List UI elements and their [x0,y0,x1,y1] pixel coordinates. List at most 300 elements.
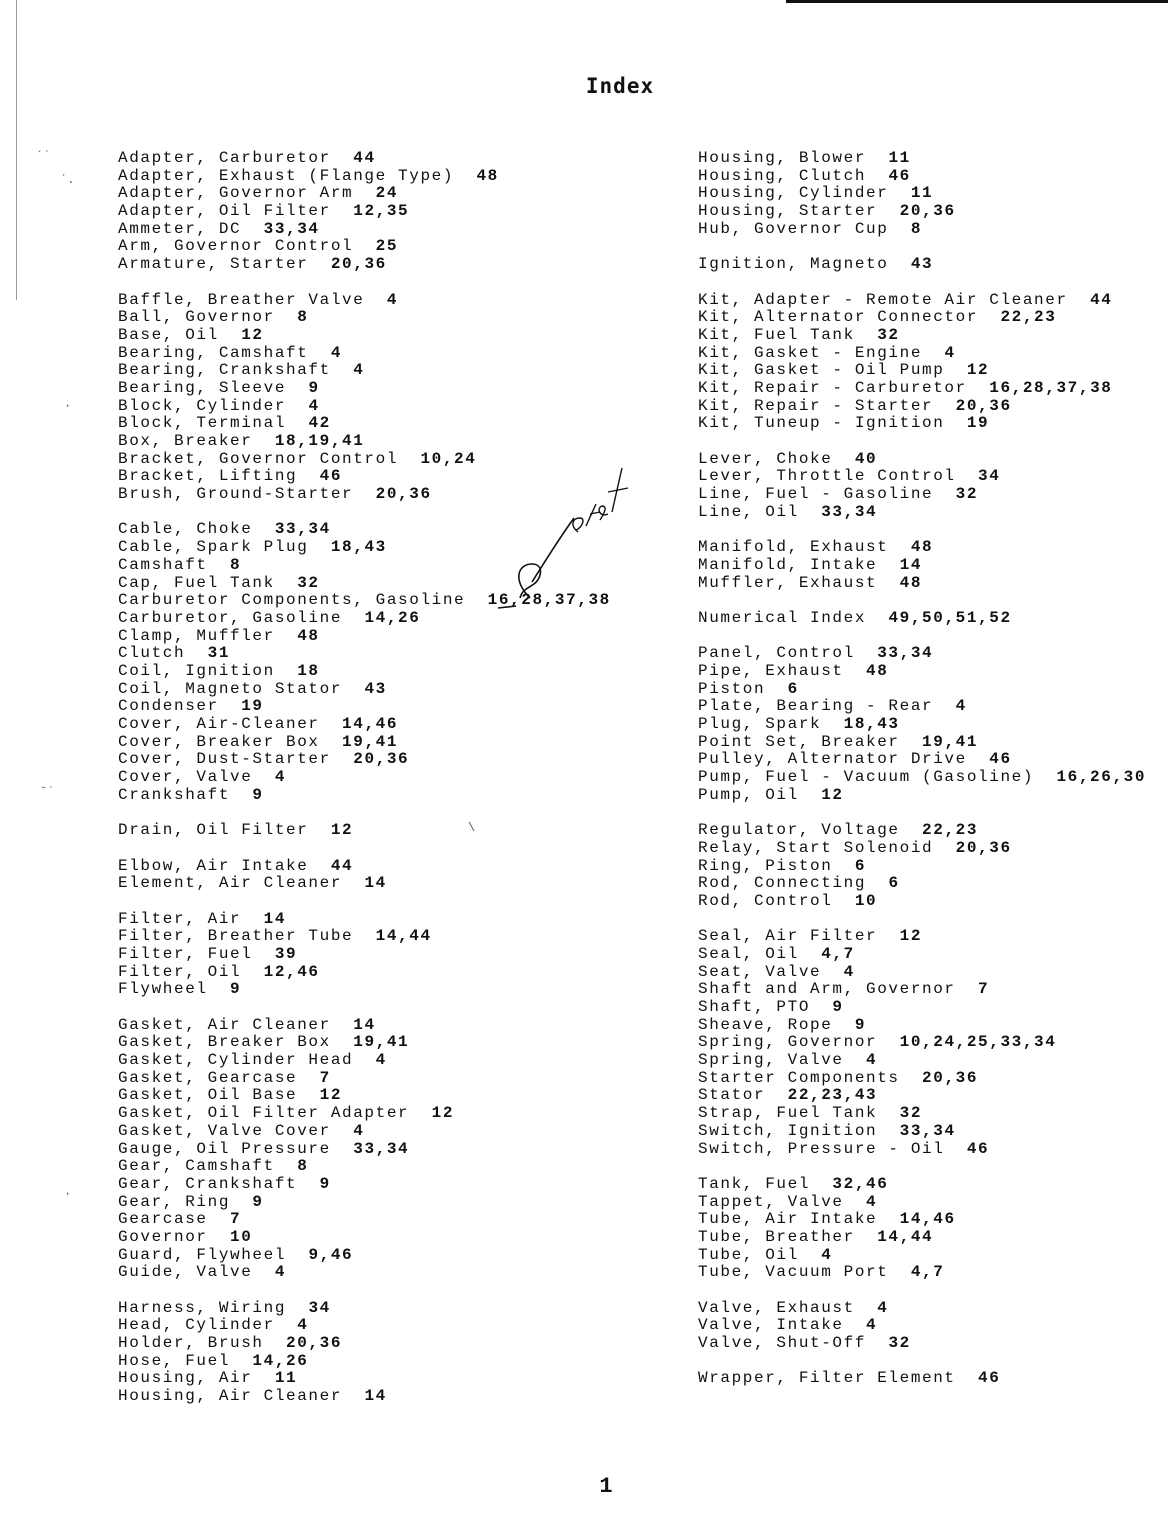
entry-pages: 48 [297,626,320,645]
entry-pages: 4,7 [910,1263,945,1282]
entry-pages: 22,23,43 [787,1086,878,1105]
index-entry [118,1264,658,1282]
entry-pages: 46 [966,1139,990,1158]
index-entry [698,1211,1168,1229]
entry-pages: 48 [899,573,923,592]
entry-term: Switch, Pressure - Oil [698,1139,945,1158]
entry-term: Filter, Air [118,909,242,928]
index-entry [698,1087,1168,1105]
index-entry [118,185,658,203]
index-entry [118,1158,658,1176]
index-entry [698,1370,1168,1388]
entry-term: Muffler, Exhaust [698,573,878,592]
index-entry [118,1229,658,1247]
entry-pages: 12,46 [263,962,320,981]
entry-pages: 16,28,37,38 [487,591,611,610]
entry-term: Kit, Tuneup - Ignition [698,414,945,433]
index-entry [118,1370,658,1388]
entry-term: Adapter, Carburetor [118,149,331,167]
index-entry [118,1211,658,1229]
entry-term: Shaft and Arm, Governor [698,980,956,999]
entry-term: Tank, Fuel [698,1174,811,1193]
entry-term: Hose, Fuel [118,1351,231,1370]
top-rule [786,0,1168,3]
index-entry [118,875,658,893]
entry-pages: 7 [230,1210,242,1229]
entry-term: Harness, Wiring [118,1298,287,1317]
index-entry [118,168,658,186]
entry-term: Pulley, Alternator Drive [698,750,967,769]
entry-pages: 20,36 [955,838,1012,857]
entry-term: Brush, Ground-Starter [118,485,354,504]
entry-term: Adapter, Oil Filter [118,202,331,221]
index-entry [118,1017,658,1035]
index-entry [118,734,658,752]
entry-term: Pump, Fuel - Vacuum (Gasoline) [698,768,1035,787]
entry-pages: 14 [263,909,287,928]
entry-pages: 18,43 [843,715,900,733]
index-entry [118,981,658,999]
entry-pages: 18,43 [330,538,387,557]
entry-pages: 4 [274,768,287,787]
index-entry [118,362,658,380]
entry-pages: 9 [854,1015,867,1034]
entry-term: Numerical Index [698,608,867,627]
index-entry [698,1194,1168,1212]
entry-term: Bearing, Sleeve [118,378,287,397]
entry-term: Kit, Fuel Tank [698,325,855,344]
index-entry [698,663,1168,681]
index-entry [698,840,1168,858]
index-entry [698,999,1168,1017]
entry-term: Ring, Piston [698,856,833,875]
entry-pages: 4 [375,1051,387,1070]
entry-pages: 14,26 [252,1351,309,1370]
entry-pages: 6 [854,856,867,875]
entry-term: Clutch [118,644,186,663]
index-entry [698,1247,1168,1265]
entry-pages: 33,34 [274,520,331,539]
entry-term: Lever, Choke [698,449,833,468]
entry-term: Holder, Brush [118,1334,264,1353]
entry-pages: 4 [866,1051,878,1070]
entry-term: Kit, Gasket - Engine [698,343,923,362]
entry-term: Panel, Control [698,644,855,663]
index-entry [698,362,1168,380]
entry-pages: 43 [364,679,387,698]
entry-pages: 9 [319,1174,331,1193]
entry-term: Piston [698,679,766,698]
entry-term: Tube, Vacuum Port [698,1263,889,1282]
index-entry [118,327,658,345]
entry-pages: 49,50,51,52 [888,608,1012,627]
entry-term: Armature, Starter [118,255,309,274]
index-column-left [118,150,658,1406]
entry-term: Condenser [118,697,219,716]
index-entry [698,1123,1168,1141]
entry-pages: 22,23 [922,821,979,840]
entry-term: Manifold, Exhaust [698,538,889,557]
entry-pages: 32 [899,1104,923,1123]
entry-term: Pipe, Exhaust [698,661,844,680]
entry-pages: 14,44 [877,1227,934,1246]
entry-pages: 14,26 [364,608,421,627]
entry-term: Plug, Spark [698,715,822,733]
entry-pages: 20,36 [375,485,432,504]
index-entry [118,1247,658,1265]
index-entry [118,858,658,876]
index-entry [698,964,1168,982]
entry-term: Guard, Flywheel [118,1245,287,1264]
entry-pages: 33,34 [263,219,320,238]
index-entry [118,769,658,787]
index-entry [698,185,1168,203]
entry-term: Ball, Governor [118,308,275,327]
entry-pages: 11 [888,149,911,167]
entry-term: Shaft, PTO [698,998,811,1016]
entry-pages: 22,23 [1000,308,1057,327]
entry-term: Rod, Control [698,891,833,910]
entry-pages: 32,46 [832,1174,889,1193]
entry-term: Housing, Air [118,1369,253,1388]
entry-pages: 12 [241,325,264,344]
entry-term: Housing, Blower [698,149,867,167]
entry-term: Line, Oil [698,502,799,521]
entry-pages: 12,35 [353,202,410,221]
entry-pages: 46 [978,1369,1001,1388]
index-entry [698,645,1168,663]
entry-term: Arm, Governor Control [118,237,354,256]
handwritten-annotation [487,460,650,610]
entry-term: Gear, Crankshaft [118,1174,298,1193]
index-entry [118,946,658,964]
index-entry [698,150,1168,168]
entry-term: Kit, Gasket - Oil Pump [698,361,945,380]
entry-term: Guide, Valve [118,1263,253,1282]
entry-pages: 9 [308,378,320,397]
entry-term: Rod, Connecting [698,874,867,893]
entry-term: Gasket, Oil Filter Adapter [118,1104,410,1123]
entry-term: Clamp, Muffler [118,626,275,645]
entry-pages: 10 [230,1227,253,1246]
entry-term: Gasket, Air Cleaner [118,1015,331,1034]
entry-term: Filter, Breather Tube [118,927,354,946]
entry-pages: 4 [353,361,365,380]
index-entry [698,451,1168,469]
entry-pages: 34 [978,467,1001,486]
entry-pages: 18,19,41 [274,432,365,450]
index-entry [698,398,1168,416]
entry-term: Housing, Air Cleaner [118,1387,343,1406]
entry-pages: 16,28,37,38 [989,378,1113,397]
entry-term: Kit, Adapter - Remote Air Cleaner [698,290,1068,309]
entry-term: Tube, Breather [698,1227,855,1246]
entry-pages: 4 [297,1316,309,1335]
entry-pages: 20,36 [922,1068,979,1087]
entry-pages: 14,46 [899,1210,956,1229]
entry-pages: 46 [989,750,1012,769]
entry-term: Hub, Governor Cup [698,219,889,238]
index-entry [698,769,1168,787]
entry-term: Housing, Cylinder [698,184,889,203]
entry-term: Wrapper, Filter Element [698,1369,956,1388]
entry-term: Kit, Repair - Carburetor [698,378,967,397]
entry-pages: 14 [899,555,923,574]
entry-term: Seat, Valve [698,962,822,981]
index-entry [118,628,658,646]
entry-term: Gauge, Oil Pressure [118,1139,331,1158]
entry-pages: 12 [319,1086,343,1105]
index-entry [698,610,1168,628]
index-entry [698,1300,1168,1318]
index-entry [118,1052,658,1070]
page-number: 1 [599,1474,613,1499]
entry-pages: 24 [375,184,399,203]
index-entry [698,698,1168,716]
entry-term: Carburetor, Gasoline [118,608,343,627]
index-entry [118,1388,658,1406]
index-entry [698,575,1168,593]
index-entry [118,1070,658,1088]
entry-pages: 7 [319,1068,331,1087]
entry-pages: 9 [252,785,264,804]
entry-pages: 9 [230,980,242,999]
entry-term: Pump, Oil [698,785,799,804]
entry-pages: 7 [978,980,990,999]
entry-pages: 20,36 [330,255,387,274]
entry-term: Governor [118,1227,208,1246]
entry-term: Ignition, Magneto [698,255,889,274]
entry-pages: 8 [910,219,923,238]
entry-term: Stator [698,1086,766,1105]
index-entry [118,716,658,734]
index-entry [698,716,1168,734]
entry-term: Manifold, Intake [698,555,878,574]
index-entry [118,380,658,398]
index-entry [118,415,658,433]
entry-term: Line, Fuel - Gasoline [698,485,934,504]
entry-pages: 19 [966,414,990,433]
entry-pages: 48 [476,166,499,185]
index-entry [118,1105,658,1123]
entry-pages: 9 [252,1192,264,1211]
entry-pages: 19,41 [353,1033,410,1052]
index-entry [698,734,1168,752]
index-entry [698,292,1168,310]
entry-term: Box, Breaker [118,432,253,450]
index-entry [118,433,658,451]
index-entry [118,1034,658,1052]
index-entry [698,981,1168,999]
entry-pages: 4 [308,396,320,415]
entry-term: Cap, Fuel Tank [118,573,275,592]
entry-term: Kit, Repair - Starter [698,396,934,415]
index-entry [698,168,1168,186]
entry-pages: 6 [787,679,799,698]
entry-term: Point Set, Breaker [698,732,900,751]
entry-term: Strap, Fuel Tank [698,1104,878,1123]
index-entry [118,1123,658,1141]
index-entry [698,203,1168,221]
entry-pages: 44 [353,149,376,167]
entry-pages: 14,44 [375,927,432,946]
index-entry [118,238,658,256]
entry-term: Cover, Valve [118,768,253,787]
index-entry [118,1353,658,1371]
entry-term: Gear, Ring [118,1192,231,1211]
entry-pages: 6 [888,874,900,893]
entry-pages: 14 [364,1387,387,1406]
index-entry [698,787,1168,805]
index-entry [118,398,658,416]
entry-term: Block, Cylinder [118,396,287,415]
entry-pages: 10,24,25,33,34 [899,1033,1057,1052]
entry-pages: 34 [308,1298,331,1317]
index-entry [118,645,658,663]
index-entry [698,539,1168,557]
entry-term: Base, Oil [118,325,219,344]
entry-pages: 10 [854,891,878,910]
entry-pages: 12 [821,785,844,804]
entry-term: Bearing, Camshaft [118,343,309,362]
index-entry [118,221,658,239]
entry-pages: 42 [308,414,331,433]
entry-pages: 20,36 [353,750,410,769]
index-entry [698,1335,1168,1353]
stray-mark: · [64,1187,72,1201]
entry-pages: 4 [353,1121,365,1140]
index-entry [698,681,1168,699]
index-entry [118,911,658,929]
index-entry [698,1264,1168,1282]
entry-pages: 31 [207,644,231,663]
index-entry [118,1141,658,1159]
entry-pages: 4 [821,1245,833,1264]
entry-term: Elbow, Air Intake [118,856,309,875]
entry-term: Flywheel [118,980,208,999]
entry-term: Valve, Shut-Off [698,1334,867,1353]
entry-term: Plate, Bearing - Rear [698,697,934,716]
entry-pages: 4 [955,697,967,716]
entry-term: Gasket, Oil Base [118,1086,298,1105]
index-entry [118,928,658,946]
entry-term: Tube, Oil [698,1245,799,1264]
stray-mark: ´˙ [36,149,51,163]
entry-pages: 20,36 [955,396,1012,415]
entry-pages: 4 [843,962,855,981]
entry-pages: 46 [888,166,911,185]
index-entry [698,504,1168,522]
entry-pages: 11 [274,1369,298,1388]
entry-term: Gasket, Valve Cover [118,1121,331,1140]
index-entry [118,1335,658,1353]
entry-term: Baffle, Breather Valve [118,290,365,309]
entry-pages: 8 [297,1157,309,1176]
index-entry [118,964,658,982]
entry-pages: 14,46 [342,715,399,733]
entry-pages: 11 [910,184,934,203]
entry-pages: 20,36 [286,1334,343,1353]
index-entry [698,557,1168,575]
entry-pages: 48 [866,661,889,680]
entry-pages: 32 [888,1334,911,1353]
entry-pages: 14 [364,874,387,893]
index-entry [118,292,658,310]
entry-pages: 39 [274,944,298,963]
entry-term: Cover, Dust-Starter [118,750,331,769]
entry-term: Cover, Breaker Box [118,732,320,751]
entry-pages: 4 [944,343,956,362]
entry-term: Element, Air Cleaner [118,874,343,893]
entry-pages: 25 [375,237,399,256]
entry-pages: 4 [274,1263,287,1282]
index-entry [698,1034,1168,1052]
index-entry [698,1229,1168,1247]
index-entry [698,875,1168,893]
entry-term: Cable, Spark Plug [118,538,309,557]
entry-pages: 4 [877,1298,889,1317]
entry-term: Cover, Air-Cleaner [118,715,320,733]
entry-pages: 4,7 [821,944,855,963]
entry-term: Tube, Air Intake [698,1210,878,1229]
entry-pages: 16,26,30 [1056,768,1147,787]
index-entry [698,345,1168,363]
index-entry [698,1317,1168,1335]
stray-mark: · [64,399,72,413]
index-entry [698,1176,1168,1194]
index-entry [698,1052,1168,1070]
entry-term: Crankshaft [118,785,231,804]
stray-mark: ˙. [60,173,75,187]
entry-term: Adapter, Exhaust (Flange Type) [118,166,455,185]
index-entry [118,1087,658,1105]
index-entry [698,1070,1168,1088]
entry-pages: 33,34 [877,644,934,663]
index-entry [698,380,1168,398]
index-entry [698,822,1168,840]
entry-term: Gasket, Breaker Box [118,1033,331,1052]
index-entry [698,415,1168,433]
index-entry [698,486,1168,504]
index-entry [698,928,1168,946]
entry-term: Gasket, Gearcase [118,1068,298,1087]
entry-term: Ammeter, DC [118,219,242,238]
index-entry [698,221,1168,239]
entry-term: Cable, Choke [118,520,253,539]
entry-term: Bracket, Lifting [118,467,298,486]
entry-term: Block, Terminal [118,414,287,433]
entry-term: Gear, Camshaft [118,1157,275,1176]
entry-pages: 14 [353,1015,376,1034]
stray-mark: \ [468,821,476,835]
entry-pages: 4 [386,290,399,309]
entry-term: Kit, Alternator Connector [698,308,979,327]
entry-term: Seal, Oil [698,944,799,963]
entry-term: Bracket, Governor Control [118,449,399,468]
entry-pages: 43 [910,255,934,274]
entry-pages: 19 [241,697,264,716]
entry-pages: 32 [955,485,979,504]
entry-pages: 4 [866,1192,878,1211]
entry-term: Drain, Oil Filter [118,821,309,840]
entry-term: Adapter, Governor Arm [118,184,354,203]
entry-pages: 19,41 [922,732,979,751]
entry-pages: 12 [899,927,923,946]
entry-term: Bearing, Crankshaft [118,361,331,380]
entry-term: Tappet, Valve [698,1192,844,1211]
index-entry [118,309,658,327]
index-entry [118,1194,658,1212]
